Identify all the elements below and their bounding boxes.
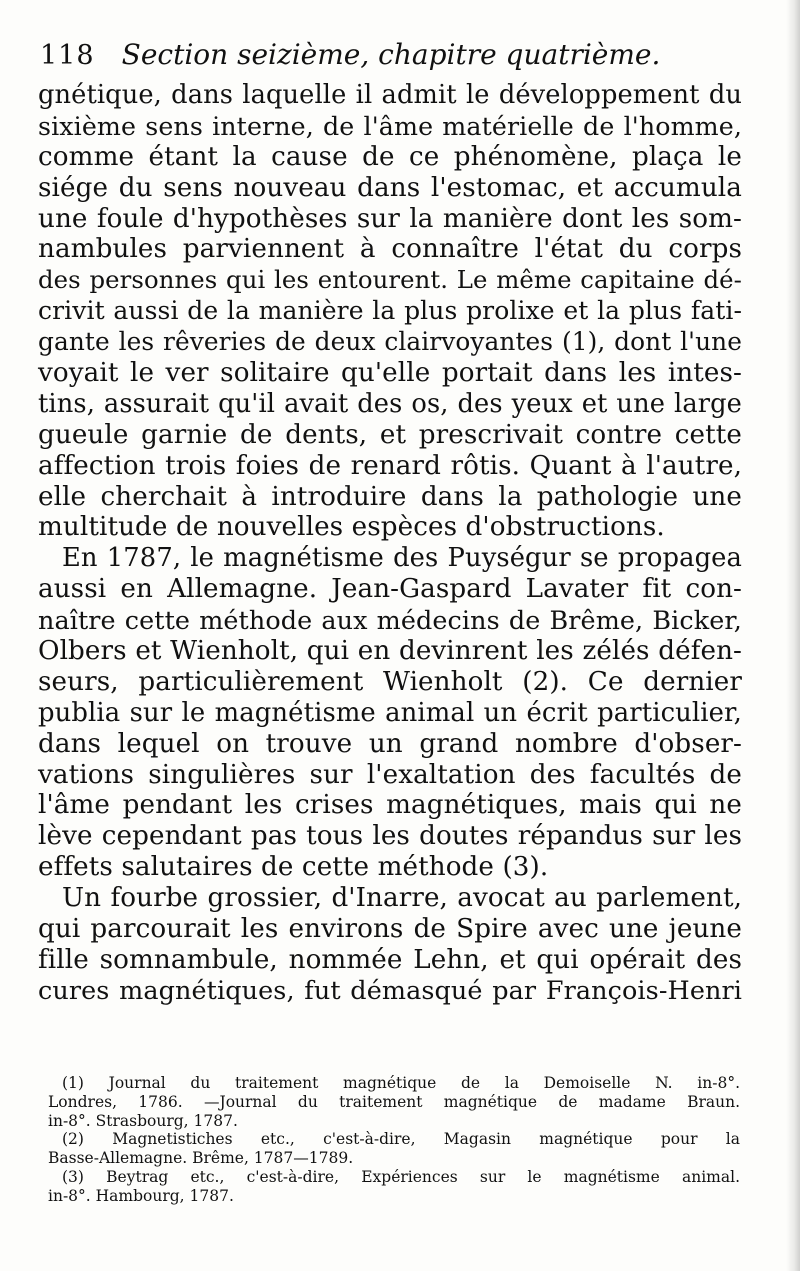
text-line: voyait le ver solitaire qu'elle portait dans les intes- <box>38 358 742 389</box>
footnote-line: (2) Magnetistiches etc., c'est-à-dire, Magasin magnétique pour la <box>62 1130 740 1149</box>
footnote-line: Basse-Allemagne. Brême, 1787—1789. <box>48 1149 354 1168</box>
text-line: Olbers et Wienholt, qui en devinrent les zélés défen- <box>38 636 742 667</box>
main-text <box>38 80 742 1007</box>
text-line: naître cette méthode aux médecins de Brême, Bicker, <box>38 605 742 636</box>
text-line: l'âme pendant les crises magnétiques, mais qui ne <box>38 790 742 821</box>
text-line: gnétique, dans laquelle il admit le développement du <box>38 80 742 110</box>
page-edge-shadow <box>786 0 800 1271</box>
text-line: dans lequel on trouve un grand nombre d'obser- <box>38 728 742 759</box>
text-line: aussi en Allemagne. Jean-Gaspard Lavater fit con- <box>38 574 742 605</box>
text-line: cures magnétiques, fut démasqué par François-Henri <box>38 975 742 1006</box>
text-line: nambules parviennent à connaître l'état du corps <box>38 234 742 265</box>
text-line: siége du sens nouveau dans l'estomac, et accumula <box>38 172 742 203</box>
footnotes <box>48 1074 740 1206</box>
text-line: effets salutaires de cette méthode (3). <box>38 852 549 883</box>
text-line: affection trois foies de renard rôtis. Quant à l'autre, <box>38 450 742 481</box>
text-line: lève cependant pas tous les doutes répandus sur les <box>38 821 742 852</box>
text-line: sixième sens interne, de l'âme matérielle de l'homme, <box>38 110 742 141</box>
text-line: tins, assurait qu'il avait des os, des yeux et une large <box>38 388 742 419</box>
text-line: fille somnambule, nommée Lehn, et qui opérait des <box>38 944 742 975</box>
text-line: gante les rêveries de deux clairvoyantes (1), dont l'une <box>38 327 742 357</box>
text-line: elle cherchait à introduire dans la pathologie une <box>38 481 742 512</box>
text-line: gueule garnie de dents, et prescrivait contre cette <box>38 419 742 450</box>
text-line: multitude de nouvelles espèces d'obstructions. <box>38 512 665 543</box>
footnote-line: in-8°. Strasbourg, 1787. <box>48 1111 238 1130</box>
text-line: comme étant la cause de ce phénomène, plaça le <box>38 141 742 172</box>
running-header <box>40 38 740 82</box>
text-line: une foule d'hypothèses sur la manière dont les som- <box>38 203 742 234</box>
text-line: crivit aussi de la manière la plus prolixe et la plus fati- <box>38 296 742 326</box>
text-line: En 1787, le magnétisme des Puységur se propagea <box>62 543 742 574</box>
text-line: publia sur le magnétisme animal un écrit particulier, <box>38 697 742 728</box>
footnote-line: (1) Journal du traitement magnétique de la Demoiselle N. in-8°. <box>62 1074 740 1092</box>
text-line: seurs, particulièrement Wienholt (2). Ce dernier <box>38 666 742 697</box>
text-line: vations singulières sur l'exaltation des facultés de <box>38 759 742 790</box>
footnote-line: Londres, 1786. —Journal du traitement magnétique de madame Braun. <box>48 1092 740 1111</box>
text-line: des personnes qui les entourent. Le même capitaine dé- <box>38 265 742 295</box>
footnote-line: in-8°. Hambourg, 1787. <box>48 1186 234 1205</box>
running-title: Section seizième, chapitre quatrième. <box>121 38 661 71</box>
page-number: 118 <box>40 40 95 71</box>
text-line: Un fourbe grossier, d'Inarre, avocat au parlement, <box>62 883 742 914</box>
text-line: qui parcourait les environs de Spire avec une jeune <box>38 914 742 945</box>
footnote-line: (3) Beytrag etc., c'est-à-dire, Expériences sur le magnétisme animal. <box>62 1167 740 1186</box>
